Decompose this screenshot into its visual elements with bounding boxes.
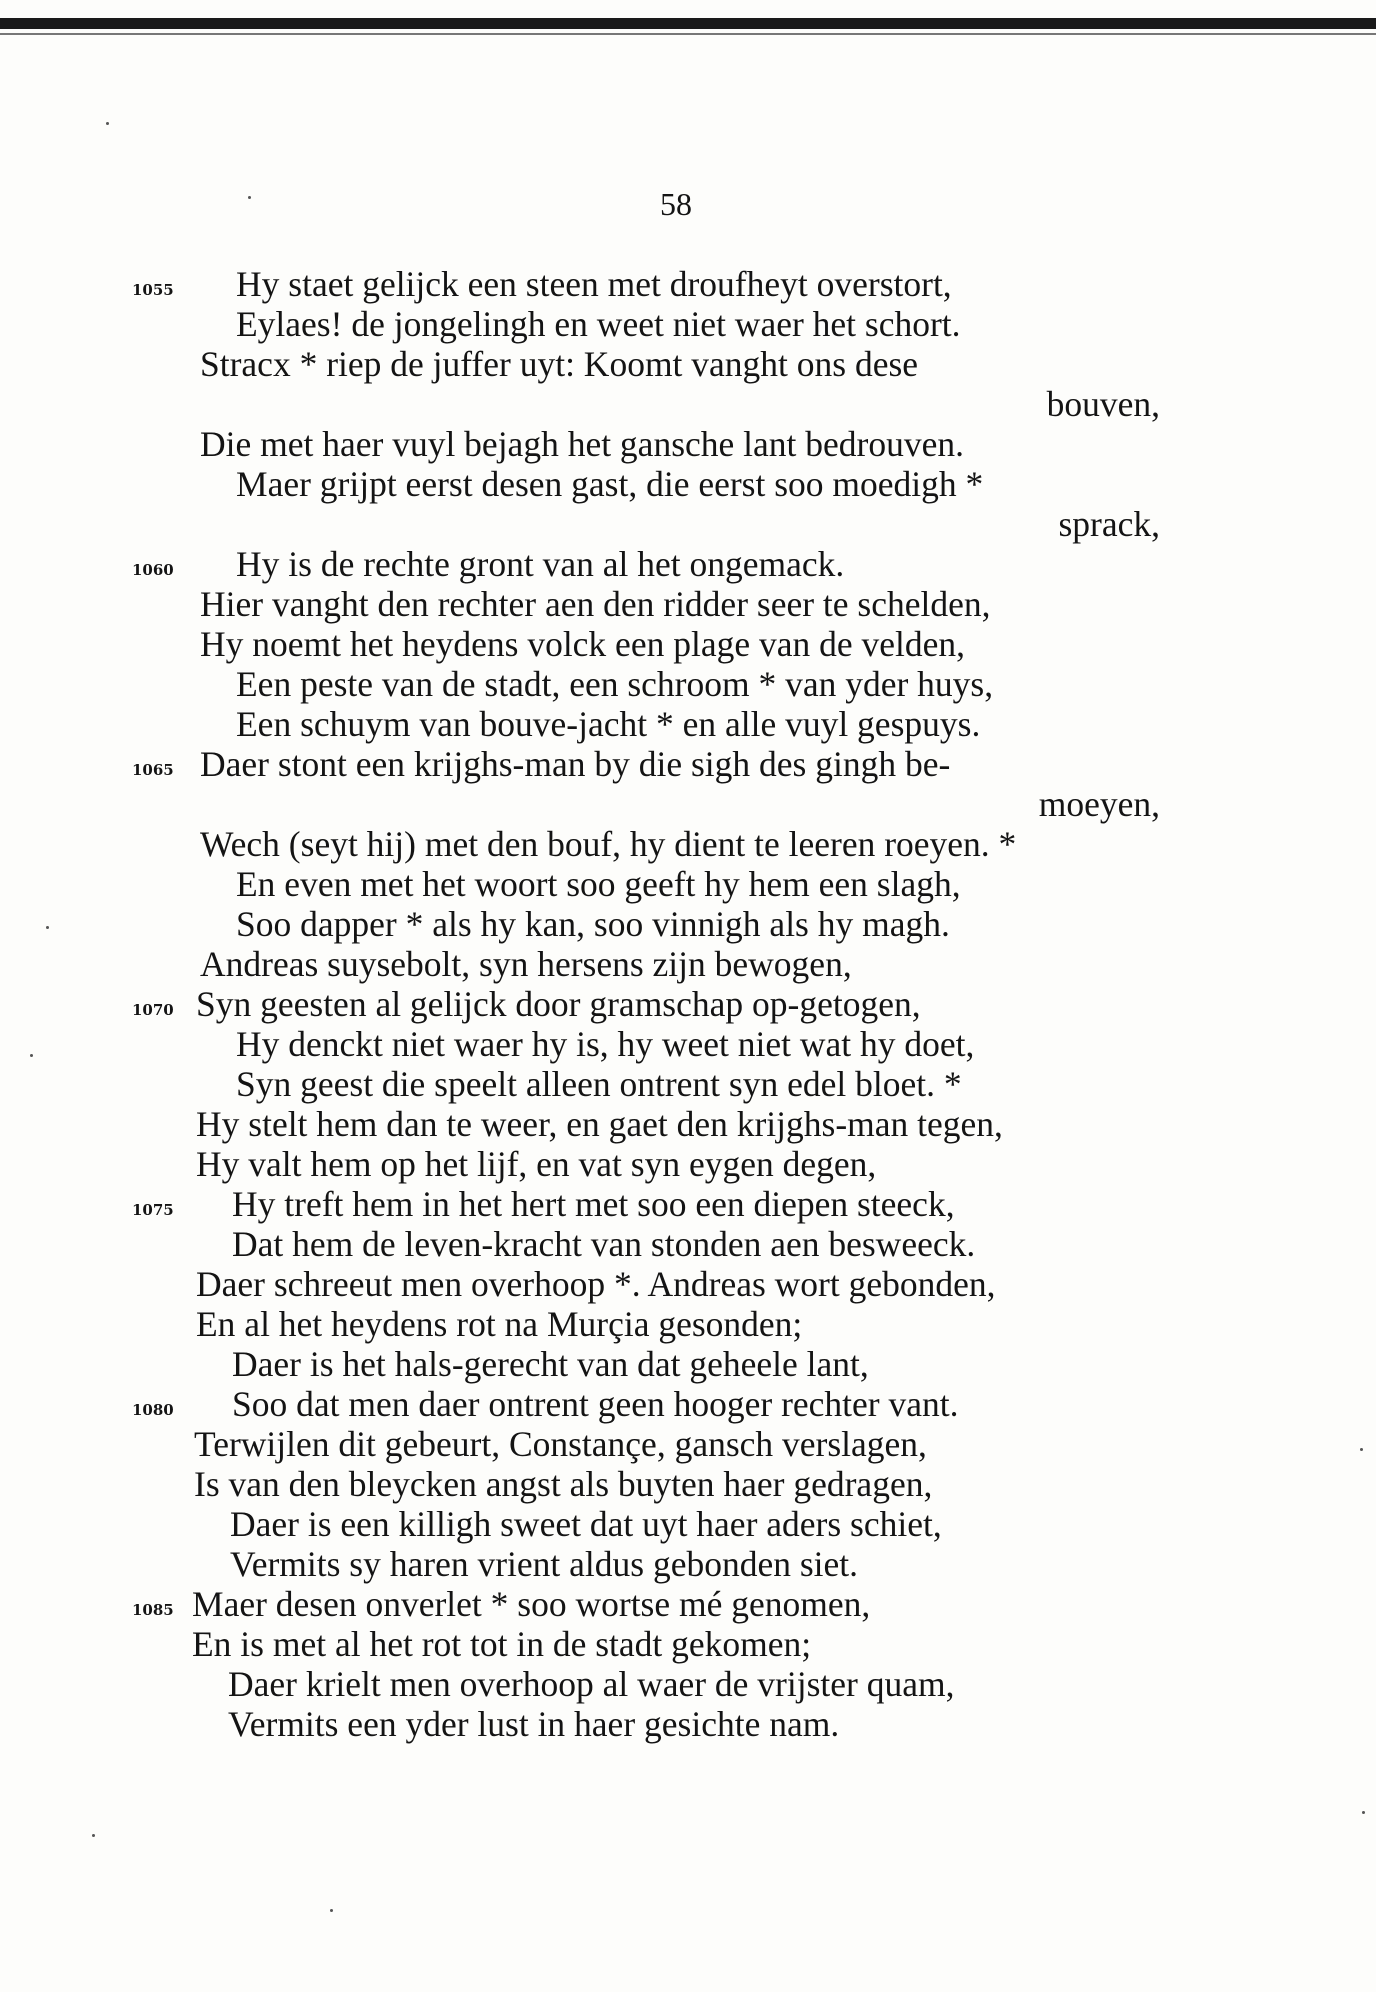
verse-line	[0, 544, 1160, 584]
verse-line	[0, 624, 1160, 664]
paper-speck	[30, 1054, 33, 1057]
verse-text: Die met haer vuyl bejagh het gansche lant bedrouven.	[200, 424, 964, 464]
verse-text: Vermits sy haren vrient aldus gebonden siet.	[230, 1544, 859, 1584]
verse-line	[0, 904, 1160, 944]
verse-text: Soo dat men daer ontrent geen hooger rechter vant.	[232, 1384, 959, 1424]
verse-line	[0, 1664, 1160, 1704]
verse-text: Hy stelt hem dan te weer, en gaet den krijghs-man tegen,	[196, 1104, 1003, 1144]
verse-line	[0, 824, 1160, 864]
verse-text: Soo dapper * als hy kan, soo vinnigh als hy magh.	[236, 904, 950, 944]
verse-line	[0, 984, 1160, 1024]
verse-text: Dat hem de leven-kracht van stonden aen besweeck.	[232, 1224, 976, 1264]
verse-text: Maer desen onverlet * soo wortse mé genomen,	[192, 1584, 871, 1624]
verse-line	[0, 1264, 1160, 1304]
verse-text: Syn geest die speelt alleen ontrent syn edel bloet. *	[236, 1064, 962, 1104]
verse-text: Een peste van de stadt, een schroom * van yder huys,	[236, 664, 994, 704]
verse-line	[0, 1024, 1160, 1064]
verse-text: En is met al het rot tot in de stadt gekomen;	[192, 1624, 812, 1664]
verse-line	[0, 424, 1160, 464]
line-number: 1055	[132, 281, 174, 299]
line-number: 1075	[132, 1201, 174, 1219]
verse-text: sprack,	[1058, 504, 1160, 544]
paper-speck	[1360, 1448, 1363, 1451]
verse-text: Daer krielt men overhoop al waer de vrijster quam,	[228, 1664, 955, 1704]
paper-speck	[46, 926, 49, 929]
verse-text: Daer is het hals-gerecht van dat geheele lant,	[232, 1344, 869, 1384]
verse-line	[0, 1424, 1160, 1464]
verse-line	[0, 744, 1160, 784]
verse-text: Eylaes! de jongelingh en weet niet waer het schort.	[236, 304, 961, 344]
line-number: 1065	[132, 761, 174, 779]
verse-text: Andreas suysebolt, syn hersens zijn bewogen,	[200, 944, 852, 984]
paper-speck	[248, 196, 251, 199]
verse-line	[0, 944, 1160, 984]
verse-line	[0, 1144, 1160, 1184]
top-border-thin-rule	[0, 33, 1376, 35]
verse-text: Hy is de rechte gront van al het ongemack.	[236, 544, 845, 584]
verse-line	[0, 464, 1160, 504]
verse-line	[0, 1304, 1160, 1344]
verse-text: Maer grijpt eerst desen gast, die eerst soo moedigh *	[236, 464, 984, 504]
top-border-rule	[0, 18, 1376, 29]
paper-speck	[92, 1834, 95, 1837]
verse-line	[0, 704, 1160, 744]
verse-text: Wech (seyt hij) met den bouf, hy dient te leeren roeyen. *	[200, 824, 1017, 864]
verse-line	[0, 1384, 1160, 1424]
verse-text: Daer is een killigh sweet dat uyt haer aders schiet,	[230, 1504, 942, 1544]
line-number: 1085	[132, 1601, 174, 1619]
verse-line-turnover	[0, 504, 1160, 544]
verse-text: Is van den bleycken angst als buyten haer gedragen,	[194, 1464, 933, 1504]
verse-line	[0, 1464, 1160, 1504]
verse-text: Hy noemt het heydens volck een plage van de velden,	[200, 624, 965, 664]
verse-line	[0, 1104, 1160, 1144]
verse-text: Vermits een yder lust in haer gesichte nam.	[228, 1704, 840, 1744]
verse-line	[0, 1344, 1160, 1384]
verse-line	[0, 584, 1160, 624]
verse-line-turnover	[0, 384, 1160, 424]
verse-line-turnover	[0, 784, 1160, 824]
verse-text: Daer stont een krijghs-man by die sigh des gingh be-	[200, 744, 951, 784]
verse-text: Hier vanght den rechter aen den ridder seer te schelden,	[200, 584, 991, 624]
line-number: 1080	[132, 1401, 174, 1419]
paper-speck	[1362, 1811, 1365, 1814]
verse-line	[0, 1224, 1160, 1264]
verse-line	[0, 1584, 1160, 1624]
verse-text: Daer schreeut men overhoop *. Andreas wort gebonden,	[196, 1264, 996, 1304]
verse-line	[0, 1184, 1160, 1224]
verse-text: En even met het woort soo geeft hy hem een slagh,	[236, 864, 961, 904]
verse-text: En al het heydens rot na Murçia gesonden;	[196, 1304, 803, 1344]
verse-line	[0, 1504, 1160, 1544]
verse-text: Hy denckt niet waer hy is, hy weet niet wat hy doet,	[236, 1024, 975, 1064]
verse-line	[0, 1624, 1160, 1664]
line-number: 1060	[132, 561, 174, 579]
verse-text: Stracx * riep de juffer uyt: Koomt vanght ons dese	[200, 344, 919, 384]
verse-line	[0, 1544, 1160, 1584]
verse-line	[0, 1064, 1160, 1104]
verse-line	[0, 664, 1160, 704]
verse-text: Hy staet gelijck een steen met droufheyt overstort,	[236, 264, 952, 304]
verse-text: Hy valt hem op het lijf, en vat syn eygen degen,	[196, 1144, 877, 1184]
verse-text: bouven,	[1046, 384, 1160, 424]
verse-text: moeyen,	[1038, 784, 1160, 824]
verse-line	[0, 304, 1160, 344]
line-number: 1070	[132, 1001, 174, 1019]
page-number: 58	[660, 186, 692, 222]
verse-text: Syn geesten al gelijck door gramschap op-getogen,	[196, 984, 921, 1024]
paper-speck	[106, 122, 109, 125]
verse-text: Terwijlen dit gebeurt, Constançe, gansch verslagen,	[194, 1424, 927, 1464]
verse-line	[0, 1704, 1160, 1744]
verse-line	[0, 344, 1160, 384]
verse-text: Hy treft hem in het hert met soo een diepen steeck,	[232, 1184, 955, 1224]
verse-line	[0, 264, 1160, 304]
verse-line	[0, 864, 1160, 904]
verse-text: Een schuym van bouve-jacht * en alle vuyl gespuys.	[236, 704, 981, 744]
paper-speck	[330, 1909, 333, 1912]
